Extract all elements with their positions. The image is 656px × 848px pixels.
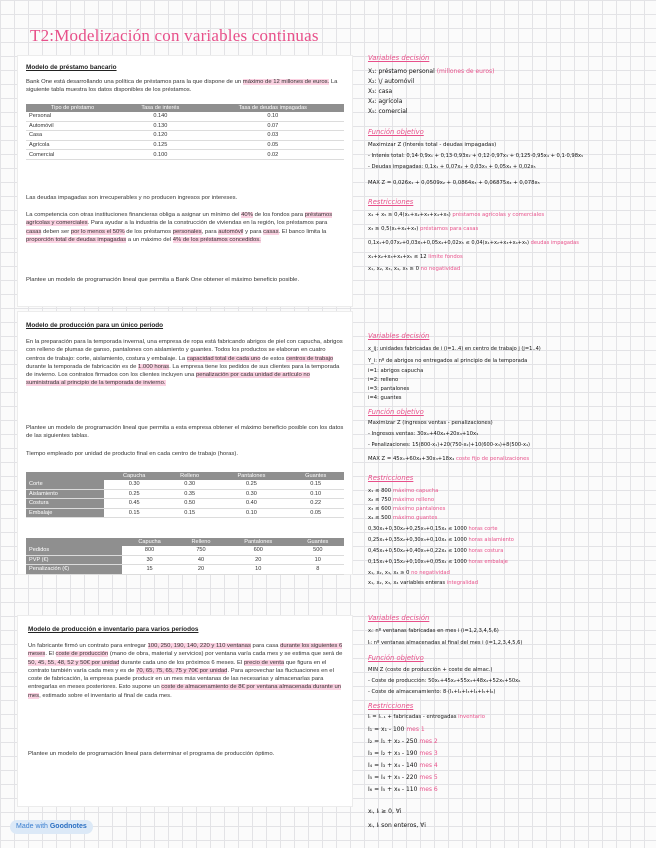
note-line xyxy=(368,212,544,218)
table-cell: Costura xyxy=(26,499,104,509)
table-cell: 0.05 xyxy=(202,140,344,150)
note-text: 0,1x₁+0,07x₂+0,03x₃+0,05x₄+0,02x₅ ≤ 0,04(x₁+x₂+x₃+x₄+x₅) xyxy=(368,240,529,246)
note-line: xᵢ: nº ventanas fabricadas en mes i (i=1,2,3,4,5,6) xyxy=(368,628,499,634)
note-annotation: máximo pantalones xyxy=(392,506,446,512)
note-line: - Coste de almacenamiento: 8·(I₁+I₂+I₃+I₄+I₅+I₆) xyxy=(368,689,496,695)
table-cell: 750 xyxy=(177,546,225,555)
note-annotation: máximo relleno xyxy=(392,497,435,503)
table-cell: 0.10 xyxy=(287,489,344,499)
table-cell: 0.25 xyxy=(104,489,163,499)
note-line xyxy=(368,548,503,554)
note-heading: Variables decisión xyxy=(368,332,430,340)
note-line: i=3: pantalones xyxy=(368,386,410,392)
text: . Para aprovechar las fluctuaciones en el coste de fabricación, la empresa puede producir en un mes más ventanas de las necesarias y almacenarlas para entregarlas en meses posteriores. Esto supone un xyxy=(28,667,334,691)
text: La competencia con otras instituciones financieras obliga a asignar un mínimo del xyxy=(26,212,242,218)
text: de los fondos para xyxy=(252,212,305,218)
text: . El xyxy=(45,651,56,658)
text: . El banco limita la xyxy=(278,228,327,235)
table-cell: Personal xyxy=(26,112,119,121)
table-cell: 0.100 xyxy=(119,150,201,160)
note-text: 0,30x₁+0,30x₂+0,25x₃+0,15x₄ ≤ 1000 xyxy=(368,526,467,532)
table-row xyxy=(26,131,344,141)
note-annotation: no negatividad xyxy=(420,266,461,272)
note-text: 0,45x₁+0,50x₂+0,40x₃+0,22x₄ ≤ 1000 xyxy=(368,548,467,554)
note-text: I₄ = I₃ + x₄ - 140 xyxy=(368,762,418,769)
text: Bank One está desarrollando una política de préstamos para la que dispone de un xyxy=(26,79,243,85)
note-line: - Penalizaciones: 15(800-x₁)+20(750-x₂)+10(600-x₃)+8(500-x₄) xyxy=(368,442,530,448)
highlight: máximo de 12 millones de euros. xyxy=(242,79,330,85)
note-text: x₄ ≤ 500 xyxy=(368,515,392,521)
highlight: capacidad total de cada uno xyxy=(186,355,261,362)
table-cell: 8 xyxy=(292,565,344,575)
table-cell: 0.15 xyxy=(164,508,216,518)
highlight: préstamos agrícolas y comerciales xyxy=(26,212,333,227)
table-header: Guantes xyxy=(292,538,344,546)
note-line xyxy=(368,68,494,75)
note-annotation: mes 6 xyxy=(419,786,438,793)
note-line: xᵢ, Iᵢ son enteros, ∀i xyxy=(368,822,426,829)
section-heading: Modelo de préstamo bancario xyxy=(26,64,117,71)
text: para casa xyxy=(250,643,281,649)
note-annotation: coste fijo de penalizaciones xyxy=(455,456,530,462)
time-table xyxy=(26,472,344,518)
table-cell: 40 xyxy=(177,555,225,565)
note-line xyxy=(368,559,508,565)
table-cell: 0.03 xyxy=(202,131,344,141)
note-line xyxy=(368,526,497,532)
text: de estos xyxy=(260,355,287,362)
note-line xyxy=(368,580,478,586)
highlight: precio de venta xyxy=(243,659,285,666)
badge-brand: Goodnotes xyxy=(49,823,87,830)
note-line xyxy=(368,762,438,769)
table-row xyxy=(26,480,344,489)
table-cell: 0.30 xyxy=(215,489,287,499)
note-annotation: horas aislamiento xyxy=(468,537,514,543)
highlight: 4% de los préstamos concedidos. xyxy=(172,236,261,243)
note-text: X₁: préstamo personal xyxy=(368,68,435,75)
table-row xyxy=(26,508,344,518)
note-heading: Variables decisión xyxy=(368,54,430,62)
note-line xyxy=(368,738,438,745)
note-heading: Variables decisión xyxy=(368,614,430,622)
table-header: Relleno xyxy=(177,538,225,546)
note-text: x₂ ≤ 750 xyxy=(368,497,392,503)
note-line: Iᵢ: nº ventanas almacenadas al final del mes i (i=1,2,3,4,5,6) xyxy=(368,640,523,646)
table-cell: Embalaje xyxy=(26,508,104,518)
highlight: coste de almacenamiento de 8€ por ventana almacenada durante un mes xyxy=(28,684,342,699)
table-header: Relleno xyxy=(164,472,216,480)
table-cell: 10 xyxy=(225,565,292,575)
table-row xyxy=(26,140,344,150)
note-line: i=2: relleno xyxy=(368,377,399,383)
note-text: Iᵢ = Iᵢ₋₁ + fabricadas - entregadas xyxy=(368,714,457,720)
table-header xyxy=(26,538,122,546)
note-line xyxy=(368,488,438,494)
table-header: Tasa de deudas impagadas xyxy=(202,104,344,112)
note-line: x_ij: unidades fabricadas de i (i=1..4) en centro de trabajo j (j=1..4) xyxy=(368,346,541,352)
text: y para xyxy=(243,228,264,235)
note-line: i=4: guantes xyxy=(368,395,402,401)
table-row xyxy=(26,121,344,131)
table-row xyxy=(26,565,344,575)
note-text: x₁, x₂, x₃, x₄ variables enteras xyxy=(368,580,446,586)
table-row xyxy=(26,150,344,160)
table-header-row xyxy=(26,104,344,112)
text: . La empresa tiene los pedidos de sus clientes para la temporada de invierno. Los contratos firmados con los clientes incluyen una xyxy=(26,363,340,379)
paragraph: Plantee un modelo de programación lineal que permita a Bank One obtener el máximo beneficio posible. xyxy=(26,277,300,283)
table-header: Capucha xyxy=(104,472,163,480)
note-line: X₃: casa xyxy=(368,88,393,95)
note-line: - Interés total: 0,14·0,9x₁ + 0,13·0,93x₂ + 0,12·0,97x₃ + 0,125·0,95x₄ + 0,1·0,98x₅ xyxy=(368,153,584,159)
note-line xyxy=(368,254,463,260)
table-header-row xyxy=(26,472,344,480)
table-row xyxy=(26,112,344,121)
note-text: x₃ ≥ 0,5(x₁+x₂+x₃) xyxy=(368,226,419,232)
table-cell: Corte xyxy=(26,480,104,489)
note-annotation: horas embalaje xyxy=(468,559,508,565)
note-text: x₃ ≤ 600 xyxy=(368,506,392,512)
text: La siguiente tabla muestra los datos disponibles de los préstamos. xyxy=(26,79,338,94)
note-text: x₄ + x₅ ≥ 0,4(x₁+x₂+x₃+x₄+x₅) xyxy=(368,212,451,218)
note-line xyxy=(368,714,485,720)
note-line xyxy=(368,537,514,543)
table-cell: 0.35 xyxy=(164,489,216,499)
note-annotation: horas corte xyxy=(468,526,498,532)
note-line xyxy=(368,786,438,793)
text: , para xyxy=(201,228,219,235)
note-line: i=1: abrigos capucha xyxy=(368,368,424,374)
table-row xyxy=(26,555,344,565)
table-cell: 0.10 xyxy=(215,508,287,518)
page-title: T2:Modelización con variables continuas xyxy=(30,26,319,45)
section-heading: Modelo de producción para un único período xyxy=(26,322,164,329)
table-cell: 800 xyxy=(122,546,177,555)
table-header xyxy=(26,472,104,480)
table-cell: 0.140 xyxy=(119,112,201,121)
table-cell: Casa xyxy=(26,131,119,141)
highlight: casas xyxy=(26,228,42,235)
goodnotes-badge[interactable] xyxy=(10,820,93,834)
table-cell: 10 xyxy=(292,555,344,565)
highlight: automóvil xyxy=(218,228,244,235)
table-header: Capucha xyxy=(122,538,177,546)
table-cell: Automóvil xyxy=(26,121,119,131)
table-cell: 20 xyxy=(225,555,292,565)
table-cell: Aislamiento xyxy=(26,489,104,499)
note-line xyxy=(368,726,425,733)
note-annotation: máximo guantes xyxy=(392,515,438,521)
text: que figura en el contrato también varía cada mes y es de xyxy=(28,659,327,674)
highlight: centros de trabajo xyxy=(286,355,334,362)
note-annotation: integralidad xyxy=(446,580,479,586)
text: a un máximo del xyxy=(126,236,173,243)
table-cell: 500 xyxy=(292,546,344,555)
table-cell: 0.02 xyxy=(202,150,344,160)
note-annotation: mes 1 xyxy=(406,726,425,733)
note-line: Maximizar Z (Interés total - deudas impagadas) xyxy=(368,142,497,148)
note-text: I₃ = I₂ + x₃ - 190 xyxy=(368,750,418,757)
text: , estimado sobre el inventario al final de cada mes. xyxy=(39,692,172,699)
note-line: X₅: comercial xyxy=(368,108,408,115)
paragraph: Las deudas impagadas son irrecuperables y no producen ingresos por intereses. xyxy=(26,195,238,201)
text: Un fabricante firmó un contrato para entregar xyxy=(28,643,148,649)
table-cell: 0.130 xyxy=(119,121,201,131)
table-row xyxy=(26,489,344,499)
table-cell: Pedidos xyxy=(26,546,122,555)
note-line xyxy=(368,570,450,576)
note-heading: Función objetivo xyxy=(368,654,424,662)
note-line: - Ingresos ventas: 30x₁+40x₂+20x₃+10x₄ xyxy=(368,431,479,437)
note-line: Maximizar Z (ingresos ventas - penalizaciones) xyxy=(368,420,493,426)
note-text: 0,15x₁+0,15x₂+0,10x₃+0,05x₄ ≤ 1000 xyxy=(368,559,467,565)
note-annotation: máximo capucha xyxy=(392,488,439,494)
note-line xyxy=(368,240,579,246)
note-line: - Coste de producción: 50x₁+45x₂+55x₃+48x₄+52x₅+50x₆ xyxy=(368,678,521,684)
text: deben ser xyxy=(41,228,71,235)
note-line: X₂: \/ automóvil xyxy=(368,78,415,85)
highlight: por lo menos el 50% xyxy=(70,228,125,235)
table-cell: 0.125 xyxy=(119,140,201,150)
note-line xyxy=(368,497,434,503)
table-cell: 0.30 xyxy=(104,480,163,489)
note-annotation: horas costura xyxy=(468,548,504,554)
badge-prefix: Made with xyxy=(16,823,48,830)
paragraph: Tiempo empleado por unidad de producto final en cada centro de trabajo (horas). xyxy=(26,451,238,457)
note-heading: Función objetivo xyxy=(368,128,424,136)
note-heading: Restricciones xyxy=(368,702,414,710)
highlight: 1.000 horas xyxy=(138,363,170,370)
note-line xyxy=(368,226,478,232)
note-text: 0,25x₁+0,35x₂+0,30x₃+0,10x₄ ≤ 1000 xyxy=(368,537,467,543)
note-heading: Restricciones xyxy=(368,474,414,482)
note-text: MAX Z = 45x₁+60x₂+30x₃+18x₄ xyxy=(368,456,455,462)
section-heading: Modelo de producción e inventario para varios períodos xyxy=(28,626,199,633)
note-line xyxy=(368,750,438,757)
table-cell: 0.30 xyxy=(164,480,216,489)
table-cell: 0.45 xyxy=(104,499,163,509)
note-line: xᵢ, Iᵢ ≥ 0, ∀i xyxy=(368,808,402,815)
note-line xyxy=(368,266,460,272)
table-cell: 30 xyxy=(122,555,177,565)
highlight: durante los siguientes 6 meses xyxy=(28,643,343,658)
table-cell: 0.25 xyxy=(215,480,287,489)
paragraph xyxy=(26,78,344,95)
paragraph xyxy=(28,642,344,700)
table-header: Guantes xyxy=(287,472,344,480)
highlight: penalización por cada unidad de artículo no suministrada al principio de la temporada de invierno. xyxy=(26,372,310,387)
highlight: 50, 45, 55, 48, 52 y 50€ por unidad xyxy=(28,659,120,666)
note-heading: Función objetivo xyxy=(368,408,424,416)
note-line xyxy=(368,774,438,781)
text: En la preparación para la temporada invernal, una empresa de ropa está fabricando abrigos de piel con capucha, abrigos con relleno de plumas de ganso, pantalones con aislamiento y guantes. Todos los productos se elaboran en cuatro centros de trabajo: corte, aislamiento, costura y embalaje. La xyxy=(26,339,343,362)
note-heading: Restricciones xyxy=(368,198,414,206)
note-annotation: préstamos agrícolas y comerciales xyxy=(452,212,545,218)
table-cell: 0.07 xyxy=(202,121,344,131)
text: . Para ayudar a la industria de la construcción de viviendas en la región, los préstamos para xyxy=(87,220,328,227)
table-cell: 0.15 xyxy=(104,508,163,518)
table-cell: PVP (€) xyxy=(26,555,122,565)
table-cell: Agrícola xyxy=(26,140,119,150)
table-cell: 0.05 xyxy=(287,508,344,518)
note-text: I₁ = x₁ - 100 xyxy=(368,726,405,733)
table-header: Tasa de interés xyxy=(119,104,201,112)
highlight: personales xyxy=(172,228,202,235)
text: de los préstamos xyxy=(124,228,173,235)
note-line: MAX Z = 0,026x₁ + 0,0509x₂ + 0,0864x₃ + 0,06875x₄ + 0,078x₅ xyxy=(368,180,540,186)
note-line: Y_i: nº de abrigos no entregados al principio de la temporada xyxy=(368,358,528,364)
inventory-panel xyxy=(18,616,352,806)
note-annotation: mes 5 xyxy=(419,774,438,781)
table-cell: 0.15 xyxy=(287,480,344,489)
table-header: Pantalones xyxy=(225,538,292,546)
note-line: MIN Z (coste de producción + coste de almac.) xyxy=(368,667,493,673)
table-header-row xyxy=(26,538,344,546)
loan-table xyxy=(26,104,344,160)
note-annotation: (millones de euros) xyxy=(436,68,495,75)
note-text: x₁, x₂, x₃, x₄, x₅ ≥ 0 xyxy=(368,266,419,272)
paragraph xyxy=(26,338,344,388)
note-line xyxy=(368,506,445,512)
highlight: 100, 250, 190, 140, 220 y 110 ventanas xyxy=(147,643,251,649)
note-text: I₅ = I₄ + x₅ - 220 xyxy=(368,774,418,781)
table-cell: 0.40 xyxy=(215,499,287,509)
note-text: I₂ = I₁ + x₂ - 250 xyxy=(368,738,418,745)
table-row xyxy=(26,546,344,555)
table-cell: Penalización (€) xyxy=(26,565,122,575)
note-line: X₄: agrícola xyxy=(368,98,403,105)
note-line xyxy=(368,456,529,462)
text: (mano de obra, material y servicios) por ventana varía cada mes y se estima que será de xyxy=(108,651,343,658)
note-annotation: no negatividad xyxy=(411,570,450,576)
note-text: x₁+x₂+x₃+x₄+x₅ ≤ 12 xyxy=(368,254,427,260)
note-text: x₁ ≤ 800 xyxy=(368,488,392,494)
table-row xyxy=(26,499,344,509)
note-line: - Deudas impagadas: 0,1x₁ + 0,07x₂ + 0,03x₃ + 0,05x₄ + 0,02x₅ xyxy=(368,164,536,170)
highlight: coste de producción xyxy=(55,651,109,658)
note-annotation: mes 4 xyxy=(419,762,438,769)
table-cell: 15 xyxy=(122,565,177,575)
note-annotation: mes 3 xyxy=(419,750,438,757)
table-cell: 0.22 xyxy=(287,499,344,509)
bank-loan-panel xyxy=(18,56,352,306)
note-text: x₁, x₂, x₃, x₄ ≥ 0 xyxy=(368,570,410,576)
table-header: Tipo de préstamo xyxy=(26,104,119,112)
production-panel xyxy=(18,312,352,574)
note-text: I₆ = I₅ + x₆ - 110 xyxy=(368,786,418,793)
highlight: 40% xyxy=(241,212,253,218)
paragraph xyxy=(26,211,344,244)
note-annotation: deudas impagadas xyxy=(530,240,579,246)
table-header: Pantalones xyxy=(215,472,287,480)
paragraph: Plantee un modelo de programación lineal que permita a esta empresa obtener el máximo beneficio posible con los datos de las siguientes tablas. xyxy=(26,425,344,440)
note-annotation: inventario xyxy=(458,714,485,720)
table-cell: Comercial xyxy=(26,150,119,160)
highlight: proporción total de deudas impagadas xyxy=(26,236,127,243)
note-annotation: límite fondos xyxy=(428,254,463,260)
note-annotation: préstamos para casas xyxy=(419,226,479,232)
orders-table xyxy=(26,538,344,575)
text: durante cada uno de los próximos 6 meses. El xyxy=(119,659,244,666)
note-annotation: mes 2 xyxy=(419,738,438,745)
table-cell: 0.10 xyxy=(202,112,344,121)
table-cell: 600 xyxy=(225,546,292,555)
table-cell: 20 xyxy=(177,565,225,575)
highlight: 70, 65, 75, 65, 75 y 70€ por unidad xyxy=(136,667,228,674)
table-cell: 0.50 xyxy=(164,499,216,509)
table-cell: 0.120 xyxy=(119,131,201,141)
text: durante la temporada de fabricación es de xyxy=(26,363,138,370)
note-line xyxy=(368,515,437,521)
highlight: casas xyxy=(263,228,279,235)
paragraph: Plantee un modelo de programación lineal para determinar el programa de producción óptimo. xyxy=(28,751,275,757)
